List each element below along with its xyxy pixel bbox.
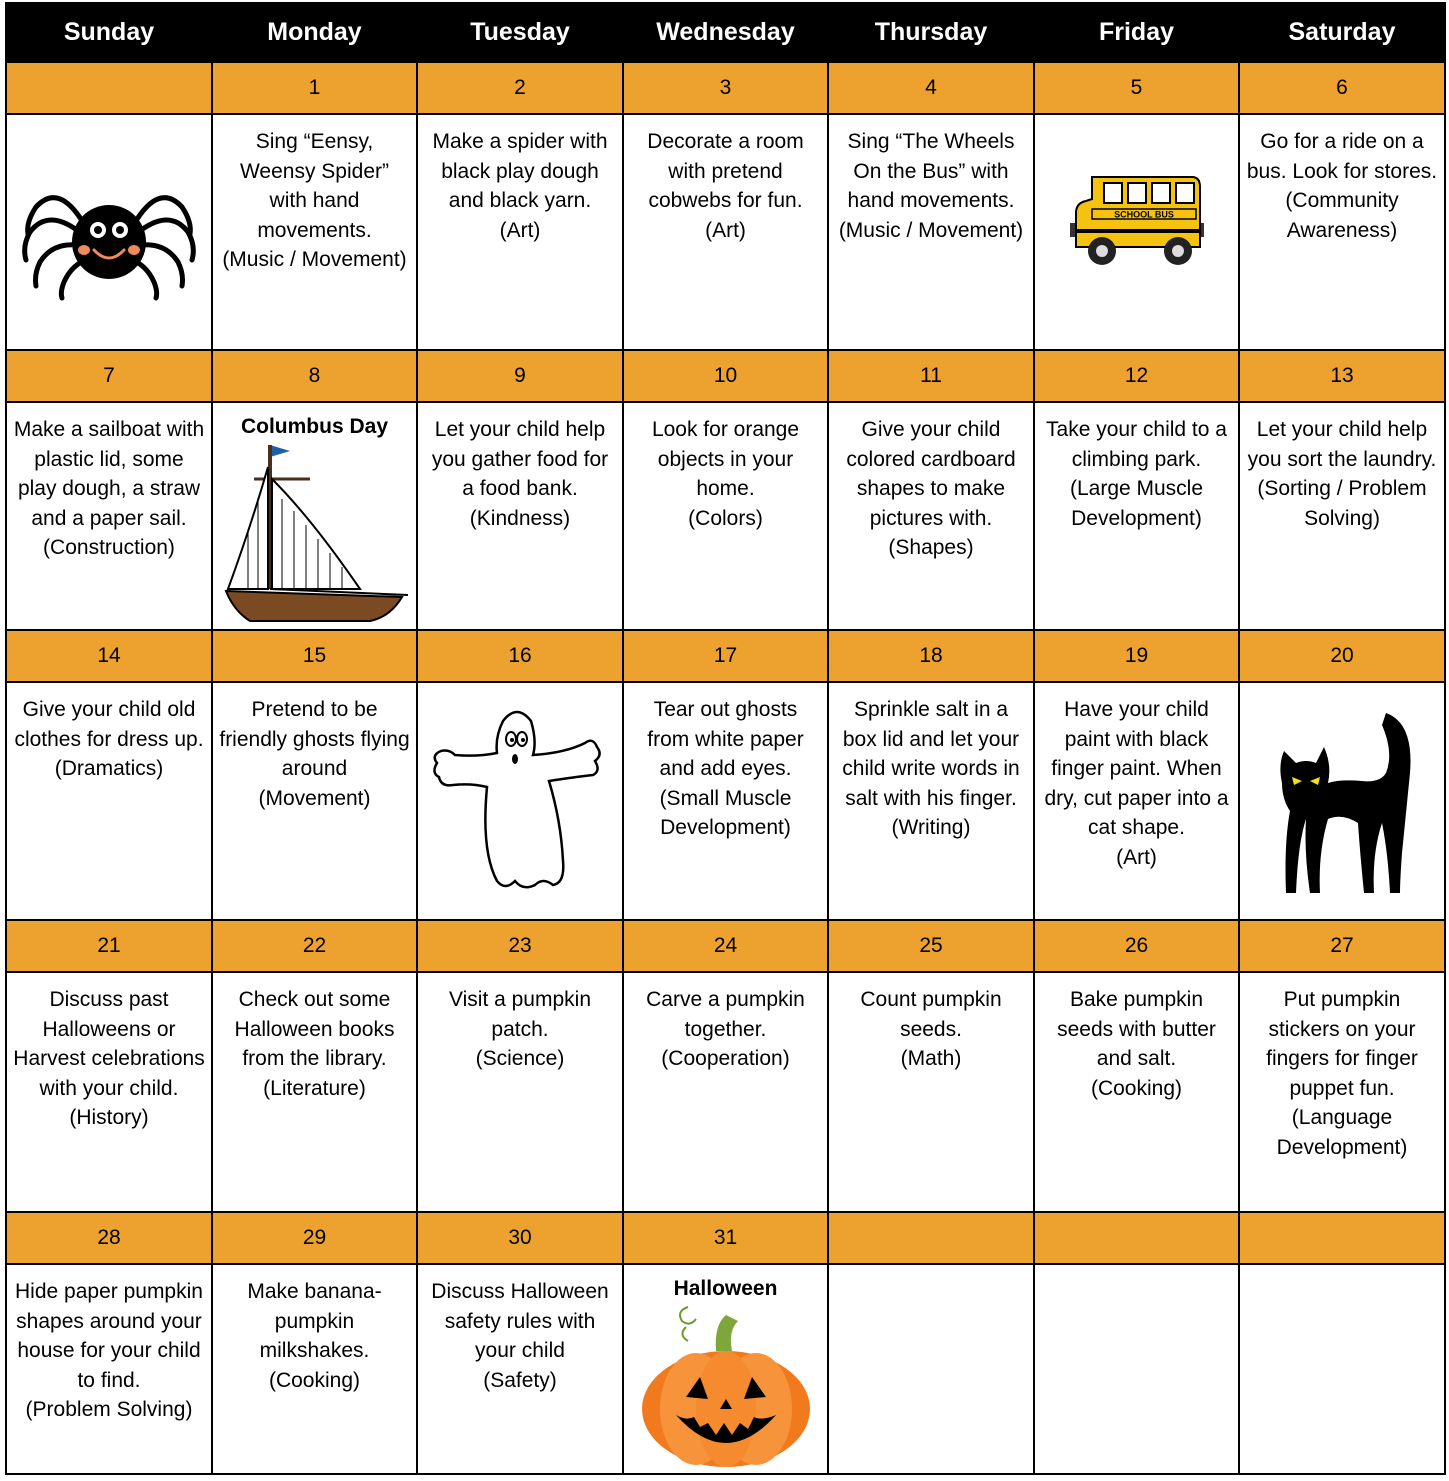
activity-text: Make a sailboat with plastic lid, some play dough, a straw and a paper sail. (Construction) <box>13 418 205 559</box>
day-cell <box>417 114 623 350</box>
day-cell <box>1034 114 1239 350</box>
activity-text: Look for orange objects in your home. (Colors) <box>651 418 800 530</box>
date-number: 27 <box>1239 920 1445 972</box>
activity-text: Discuss Halloween safety rules with your child (Safety) <box>431 1280 609 1392</box>
activity-row <box>6 114 1445 350</box>
date-number: 19 <box>1034 630 1239 682</box>
activity-text: Sing “Eensy, Weensy Spider” with hand movements. (Music / Movement) <box>222 130 407 271</box>
activity-text: Check out some Halloween books from the library. (Literature) <box>234 988 395 1100</box>
date-number-row <box>6 1212 1445 1264</box>
day-cell <box>417 402 623 630</box>
activity-calendar <box>5 2 1446 1475</box>
date-number <box>828 1212 1034 1264</box>
day-cell <box>1034 402 1239 630</box>
day-cell <box>828 1264 1034 1474</box>
weekday-header-thursday: Thursday <box>828 3 1034 62</box>
date-number: 20 <box>1239 630 1445 682</box>
date-number: 22 <box>212 920 417 972</box>
activity-text: Visit a pumpkin patch. (Science) <box>448 988 592 1070</box>
day-cell <box>212 1264 417 1474</box>
date-number: 1 <box>212 62 417 114</box>
date-number: 12 <box>1034 350 1239 402</box>
date-number <box>1239 1212 1445 1264</box>
activity-text: Carve a pumpkin together. (Cooperation) <box>646 988 805 1070</box>
date-number: 7 <box>6 350 212 402</box>
day-cell <box>6 114 212 350</box>
weekday-header-friday: Friday <box>1034 3 1239 62</box>
activity-text: Take your child to a climbing park. (Large Muscle Development) <box>1046 418 1227 530</box>
day-cell <box>623 114 828 350</box>
activity-row <box>6 972 1445 1212</box>
day-cell <box>212 402 417 630</box>
date-number-row <box>6 920 1445 972</box>
activity-row <box>6 682 1445 920</box>
activity-text: Decorate a room with pretend cobwebs for fun. (Art) <box>647 130 804 242</box>
date-number: 23 <box>417 920 623 972</box>
weekday-header-saturday: Saturday <box>1239 3 1445 62</box>
date-number: 14 <box>6 630 212 682</box>
date-number <box>6 62 212 114</box>
day-cell <box>212 114 417 350</box>
date-number: 8 <box>212 350 417 402</box>
date-number: 2 <box>417 62 623 114</box>
date-number: 30 <box>417 1212 623 1264</box>
day-cell <box>6 972 212 1212</box>
day-cell <box>1239 114 1445 350</box>
activity-text: Give your child colored cardboard shapes to make pictures with. (Shapes) <box>846 418 1016 559</box>
day-cell <box>1239 1264 1445 1474</box>
day-cell <box>1239 682 1445 920</box>
day-cell <box>1034 1264 1239 1474</box>
date-number-row <box>6 630 1445 682</box>
day-cell <box>417 682 623 920</box>
date-number: 31 <box>623 1212 828 1264</box>
date-number-row <box>6 62 1445 114</box>
activity-text: Pretend to be friendly ghosts flying around (Movement) <box>219 698 410 810</box>
activity-text: Have your child paint with black finger paint. When dry, cut paper into a cat shape. (Art) <box>1044 698 1229 869</box>
date-number: 16 <box>417 630 623 682</box>
day-cell <box>1034 682 1239 920</box>
date-number: 29 <box>212 1212 417 1264</box>
date-number: 11 <box>828 350 1034 402</box>
activity-row <box>6 1264 1445 1474</box>
activity-text: Let your child help you sort the laundry. (Sorting / Problem Solving) <box>1247 418 1437 530</box>
date-number: 21 <box>6 920 212 972</box>
activity-text: Sprinkle salt in a box lid and let your child write words in salt with his finger. (Writing) <box>842 698 1020 839</box>
day-cell <box>828 114 1034 350</box>
day-cell <box>828 402 1034 630</box>
date-number: 26 <box>1034 920 1239 972</box>
day-cell <box>1239 972 1445 1212</box>
spider-icon <box>14 162 204 302</box>
date-number: 18 <box>828 630 1034 682</box>
date-number: 25 <box>828 920 1034 972</box>
date-number-row <box>6 350 1445 402</box>
ghost-icon <box>425 701 615 901</box>
sailboat-icon <box>220 439 410 625</box>
activity-text: Go for a ride on a bus. Look for stores. (Community Awareness) <box>1246 130 1438 242</box>
activity-text: Tear out ghosts from white paper and add eyes. (Small Muscle Development) <box>647 698 804 839</box>
day-cell <box>623 972 828 1212</box>
holiday-label: Columbus Day <box>240 415 389 438</box>
school-bus-icon <box>1062 163 1212 273</box>
weekday-header-sunday: Sunday <box>6 3 212 62</box>
date-number: 6 <box>1239 62 1445 114</box>
date-number: 9 <box>417 350 623 402</box>
activity-text: Count pumpkin seeds. (Math) <box>860 988 1002 1070</box>
date-number: 24 <box>623 920 828 972</box>
day-cell <box>623 682 828 920</box>
activity-text: Give your child old clothes for dress up. (Dramatics) <box>14 698 204 780</box>
activity-text: Make banana-pumpkin milkshakes. (Cooking) <box>247 1280 382 1392</box>
date-number <box>1034 1212 1239 1264</box>
day-cell <box>417 972 623 1212</box>
date-number: 4 <box>828 62 1034 114</box>
activity-row <box>6 402 1445 630</box>
black-cat-icon <box>1262 703 1422 899</box>
day-cell <box>828 682 1034 920</box>
activity-text: Make a spider with black play dough and black yarn. (Art) <box>432 130 608 242</box>
day-cell <box>6 402 212 630</box>
day-cell <box>212 682 417 920</box>
day-cell <box>417 1264 623 1474</box>
date-number: 3 <box>623 62 828 114</box>
activity-text: Hide paper pumpkin shapes around your house for your child to find. (Problem Solving) <box>15 1280 203 1421</box>
activity-text: Let your child help you gather food for a food bank. (Kindness) <box>431 418 609 530</box>
date-number: 15 <box>212 630 417 682</box>
weekday-header-tuesday: Tuesday <box>417 3 623 62</box>
holiday-label: Halloween <box>673 1277 778 1300</box>
weekday-header-row <box>6 3 1445 62</box>
activity-text: Discuss past Halloweens or Harvest celebrations with your child. (History) <box>13 988 205 1129</box>
date-number: 5 <box>1034 62 1239 114</box>
day-cell <box>828 972 1034 1212</box>
day-cell <box>1239 402 1445 630</box>
day-cell <box>212 972 417 1212</box>
jack-o-lantern-icon <box>636 1301 816 1469</box>
bus-sign-text: SCHOOL BUS <box>1113 209 1174 220</box>
day-cell <box>623 1264 828 1474</box>
date-number: 17 <box>623 630 828 682</box>
date-number: 10 <box>623 350 828 402</box>
weekday-header-wednesday: Wednesday <box>623 3 828 62</box>
date-number: 28 <box>6 1212 212 1264</box>
activity-text: Put pumpkin stickers on your fingers for finger puppet fun. (Language Development) <box>1266 988 1418 1159</box>
day-cell <box>1034 972 1239 1212</box>
date-number: 13 <box>1239 350 1445 402</box>
day-cell <box>623 402 828 630</box>
weekday-header-monday: Monday <box>212 3 417 62</box>
day-cell <box>6 682 212 920</box>
activity-text: Bake pumpkin seeds with butter and salt. (Cooking) <box>1057 988 1216 1100</box>
day-cell <box>6 1264 212 1474</box>
activity-text: Sing “The Wheels On the Bus” with hand movements. (Music / Movement) <box>838 130 1024 242</box>
